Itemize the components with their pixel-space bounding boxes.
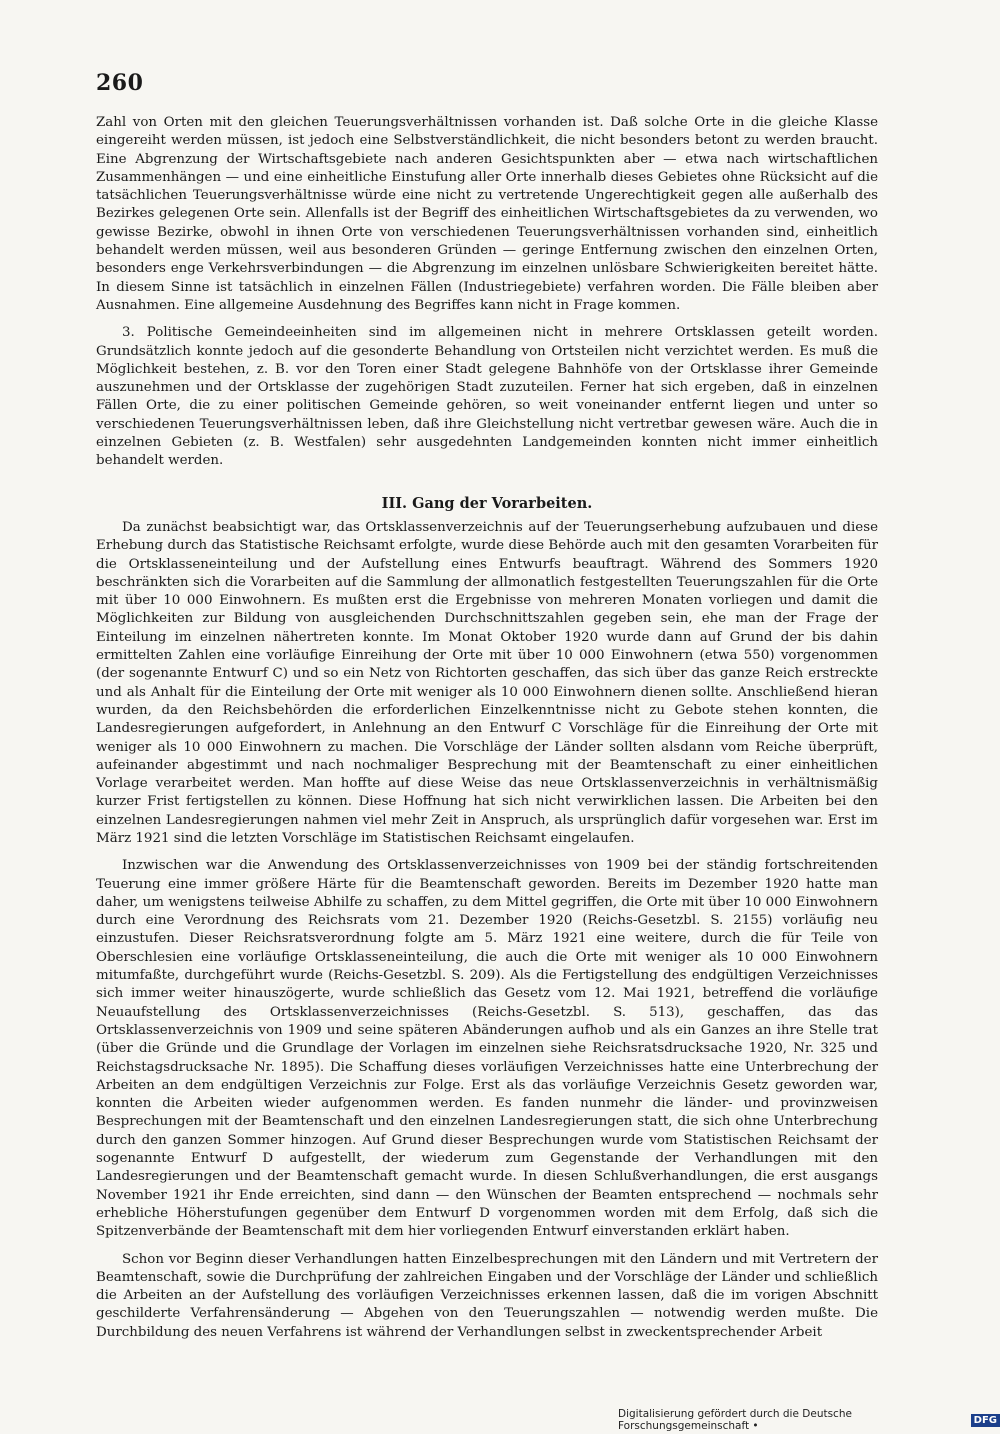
paragraph-1: Zahl von Orten mit den gleichen Teuerungsverhältnissen vorhanden ist. Daß solche Orte in die gleiche Klasse eingereiht werden müssen, ist jedoch eine Selbstverständlichkeit, die nicht besonders betont zu werden braucht. Eine Abgrenzung der Wirtschaftsgebiete nach anderen Gesichtspunkten aber — etwa nach wirtschaftlichen Zusammenhängen — und eine einheitliche Einstufung aller Orte innerhalb dieses Gebietes ohne Rücksicht auf die tatsächlichen Teuerungsverhältnisse würde eine nicht zu vertretende Ungerechtigkeit gegen alle außerhalb des Bezirkes gelegenen Orte sein. Allenfalls ist der Begriff des einheitlichen Wirtschaftsgebietes da zu verwenden, wo gewisse Bezirke, obwohl in ihnen Orte von verschiedenen Teuerungsverhältnissen vorhanden sind, einheitlich behandelt werden müssen, weil aus besonderen Gründen — geringe Entfernung zwischen den einzelnen Orten, besonders enge Verkehrsverbindungen — die Abgrenzung im einzelnen unlösbare Schwierigkeiten bereitet hätte. In diesem Sinne ist tatsächlich in einzelnen Fällen (Industriegebiete) verfahren worden. Die Fälle bleiben aber Ausnahmen. Eine allgemeine Ausdehnung des Begriffes kann nicht in Frage kommen. <box>96 115 878 313</box>
paragraph-5: Schon vor Beginn dieser Verhandlungen hatten Einzelbesprechungen mit den Ländern und mit Vertretern der Beamtenschaft, sowie die Durchprüfung der zahlreichen Eingaben und der Vorschläge der Länder und schließlich die Arbeiten an der Aufstellung des vorläufigen Verzeichnisses erkennen lassen, daß die im vorigen Abschnitt geschilderte Verfahrensänderung — Abgehen von den Teuerungszahlen — notwendig werden mußte. Die Durchbildung des neuen Verfahrens ist während der Verhandlungen selbst in zweckentsprechender Arbeit <box>96 1251 878 1340</box>
paragraph-4: Inzwischen war die Anwendung des Ortsklassenverzeichnisses von 1909 bei der ständig fortschreitenden Teuerung eine immer größere Härte für die Beamtenschaft geworden. Bereits im Dezember 1920 hatte man daher, um wenigstens teilweise Abhilfe zu schaffen, zu dem Mittel gegriffen, die Orte mit über 10 000 Einwohnern durch eine Verordnung des Reichsrats vom 21. Dezember 1920 (Reichs-Gesetzbl. S. 2155) vorläufig neu einzustufen. Dieser Reichsratsverordnung folgte am 5. März 1921 eine weitere, durch die für Teile von Oberschlesien eine vorläufige Ortsklasseneinteilung, die auch die Orte mit weniger als 10 000 Einwohnern mitumfaßte, durchgeführt wurde (Reichs-Gesetzbl. S. 209). Als die Fertigstellung des endgültigen Verzeichnisses sich immer weiter hinauszögerte, wurde schließlich das Gesetz vom 12. Mai 1921, betreffend die vorläufige Neuaufstellung des Ortsklassenverzeichnisses (Reichs-Gesetzbl. S. 513), geschaffen, das das Ortsklassenverzeichnis von 1909 und seine späteren Abänderungen aufhob und als ein Ganzes an ihre Stelle trat (über die Gründe und die Grundlage der Vorlagen im einzelnen siehe Reichsratsdrucksache 1920, Nr. 325 und Reichstagsdrucksache Nr. 1895). Die Schaffung dieses vorläufigen Verzeichnisses hatte eine Unterbrechung der Arbeiten an dem endgültigen Verzeichnis zur Folge. Erst als das vorläufige Verzeichnis Gesetz geworden war, konnten die Arbeiten wieder aufgenommen werden. Es fanden nunmehr die länder- und provinzweisen Besprechungen mit der Beamtenschaft und den einzelnen Landesregierungen statt, die sich ohne Unterbrechung durch den ganzen Sommer hinzogen. Auf Grund dieser Besprechungen wurde vom Statistischen Reichsamt der sogenannte Entwurf D aufgestellt, der wiederum zum Gegenstande der Verhandlungen mit den Landesregierungen und der Beamtenschaft gemacht wurde. In diesen Schlußverhandlungen, die erst ausgangs November 1921 ihr Ende erreichten, sind dann — den Wünschen der Beamten entsprechend — nochmals sehr erhebliche Höherstufungen gegenüber dem Entwurf D vorgenommen worden mit dem Erfolg, daß sich die Spitzenverbände der Beamtenschaft mit dem hier vorliegenden Entwurf einverstanden erklärt haben. <box>96 858 878 1240</box>
section-heading: III. Gang der Vorarbeiten. <box>381 494 593 512</box>
paragraph-3: Da zunächst beabsichtigt war, das Ortsklassenverzeichnis auf der Teuerungserhebung aufzubauen und diese Erhebung durch das Statistische Reichsamt erfolgte, wurde diese Behörde auch mit den gesamten Vorarbeiten für die Ortsklasseneinteilung und der Aufstellung eines Entwurfs beauftragt. Während des Sommers 1920 beschränkten sich die Vorarbeiten auf die Sammlung der allmonatlich festgestellten Teuerungszahlen für die Orte mit über 10 000 Einwohnern. Es mußten erst die Ergebnisse von mehreren Monaten vorliegen und damit die Möglichkeiten zur Bildung von ausgleichenden Durchschnittszahlen gegeben sein, ehe man der Frage der Einteilung im einzelnen nähertreten konnte. Im Monat Oktober 1920 wurde dann auf Grund der bis dahin ermittelten Zahlen eine vorläufige Einreihung der Orte mit über 10 000 Einwohnern (etwa 550) vorgenommen (der sogenannte Entwurf C) und so ein Netz von Richtorten geschaffen, das sich über das ganze Reich erstreckte und als Anhalt für die Einteilung der Orte mit weniger als 10 000 Einwohnern dienen sollte. Anschließend hieran wurden, da den Reichsbehörden die erforderlichen Einzelkenntnisse nicht zu Gebote stehen konnten, die Landesregierungen aufgefordert, in Anlehnung an den Entwurf C Vorschläge für die Einreihung der Orte mit weniger als 10 000 Einwohnern zu machen. Die Vorschläge der Länder sollten alsdann vom Reiche überprüft, aufeinander abgestimmt und nach nochmaliger Besprechung mit der Beamtenschaft zu einer einheitlichen Vorlage verarbeitet werden. Man hoffte auf diese Weise das neue Ortsklassenverzeichnis in verhältnismäßig kurzer Frist fertigstellen zu können. Diese Hoffnung hat sich nicht verwirklichen lassen. Die Arbeiten bei den einzelnen Landesregierungen nahmen viel mehr Zeit in Anspruch, als ursprünglich dafür vorgesehen war. Erst im März 1921 sind die letzten Vorschläge im Statistischen Reichsamt eingelaufen. <box>96 519 878 846</box>
page-number: 260 <box>96 70 144 96</box>
dfg-logo-icon: DFG <box>971 1414 1000 1427</box>
digitization-footer <box>618 1408 1000 1432</box>
paragraph-2: 3. Politische Gemeindeeinheiten sind im allgemeinen nicht in mehrere Ortsklassen geteilt worden. Grundsätzlich konnte jedoch auf die gesonderte Behandlung von Ortsteilen nicht verzichtet werden. Es muß die Möglichkeit bestehen, z. B. vor den Toren einer Stadt gelegene Bahnhöfe von der Ortsklasse ihrer Gemeinde auszunehmen und der Ortsklasse der zugehörigen Stadt zuzuteilen. Ferner hat sich ergeben, daß in einzelnen Fällen Orte, die zu einer politischen Gemeinde gehören, so weit voneinander entfernt liegen und unter so verschiedenen Teuerungsverhältnissen leben, daß ihre Gleichstellung nicht vertretbar gewesen wäre. Auch die in einzelnen Gebieten (z. B. Westfalen) sehr ausgedehnten Landgemeinden konnten nicht immer einheitlich behandelt werden. <box>96 325 878 469</box>
page-body <box>96 114 878 1342</box>
footer-text: Digitalisierung gefördert durch die Deutsche Forschungsgemeinschaft • <box>618 1408 852 1432</box>
